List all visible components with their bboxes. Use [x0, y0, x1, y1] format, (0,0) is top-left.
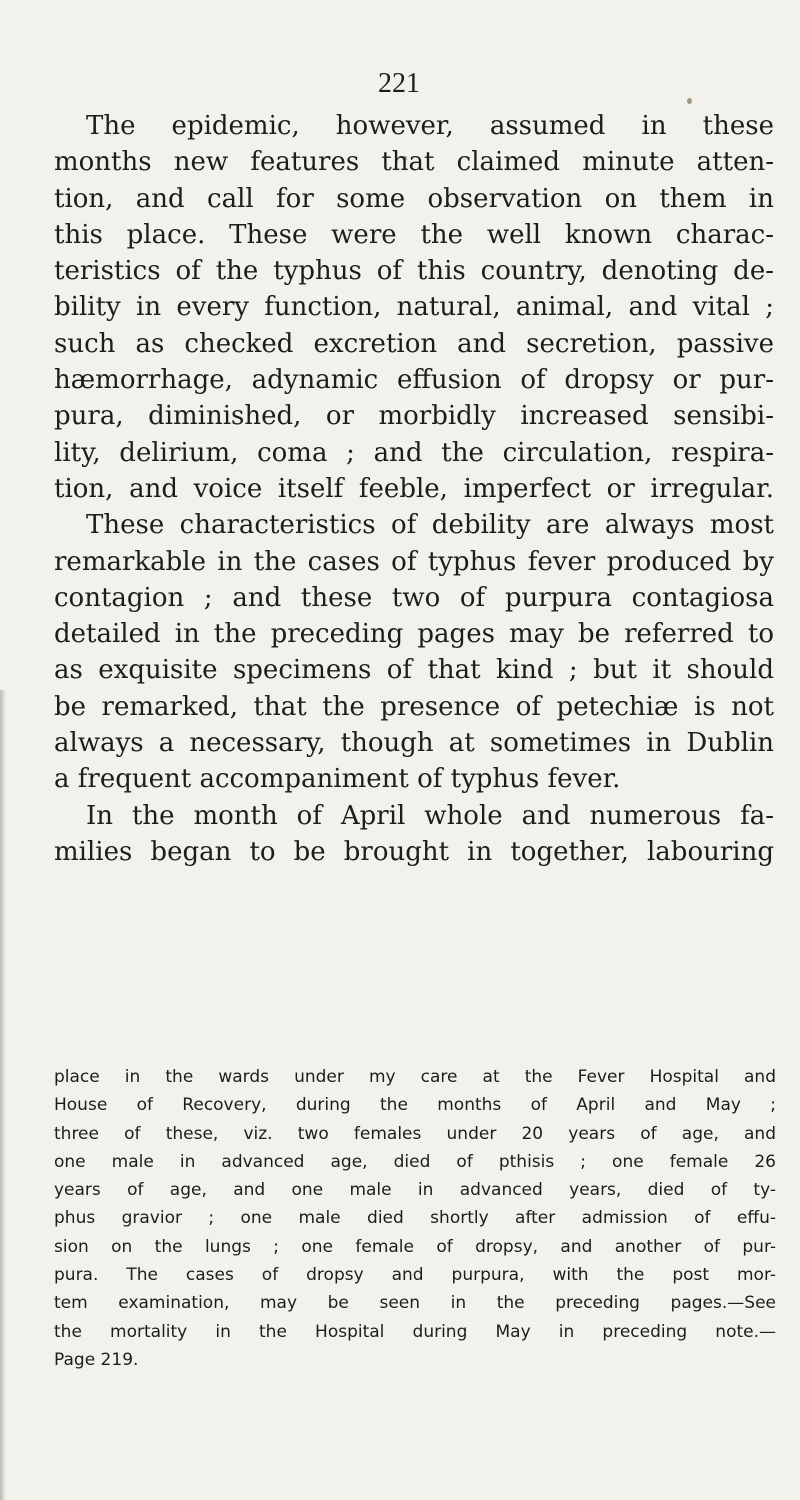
body-line: tion, and voice itself feeble, imperfect or irregular.: [54, 473, 774, 504]
footnote-line: place in the wards under my care at the Fever Hospital and: [54, 1067, 776, 1087]
footnote-line: three of these, viz. two females under 20 years of age, and: [54, 1123, 776, 1144]
body-line: months new features that claimed minute atten-: [54, 147, 774, 178]
body-line: such as checked excretion and secretion, passive: [54, 328, 774, 359]
footnote-line: one male in advanced age, died of pthisis ; one female 26: [54, 1151, 776, 1172]
body-line: pura, diminished, or morbidly increased sensibi-: [54, 401, 774, 432]
body-line: The epidemic, however, assumed in these: [86, 111, 774, 141]
body-line: be remarked, that the presence of petechiæ is not: [54, 691, 774, 722]
body-line: These characteristics of debility are always most: [86, 510, 774, 541]
body-line: detailed in the preceding pages may be referred to: [54, 619, 774, 650]
body-line: this place. These were the well known charac-: [54, 219, 774, 250]
body-line: a frequent accompaniment of typhus fever.: [54, 764, 621, 795]
body-line: teristics of the typhus of this country, denoting de-: [54, 256, 774, 287]
footnote-line: Page 219.: [54, 1349, 139, 1370]
footnote-line: phus gravior ; one male died shortly after admission of effu-: [54, 1208, 776, 1229]
paper-speck: [687, 98, 692, 104]
body-line: remarkable in the cases of typhus fever produced by: [54, 546, 774, 577]
page-edge-shadow: [0, 690, 6, 1500]
footnote-line: pura. The cases of dropsy and purpura, with the post mor-: [54, 1265, 776, 1286]
body-line: always a necessary, though at sometimes in Dublin: [54, 728, 774, 759]
footnote-line: tem examination, may be seen in the preceding pages.—See: [54, 1293, 776, 1314]
main-text: [54, 108, 774, 870]
body-line: bility in every function, natural, animal, and vital ;: [54, 292, 774, 323]
page-number: 221: [378, 68, 420, 99]
footnote: [54, 1063, 776, 1374]
body-line: as exquisite specimens of that kind ; but it should: [54, 655, 774, 686]
body-line: tion, and call for some observation on them in: [54, 183, 774, 214]
body-line: milies began to be brought in together, labouring: [54, 836, 774, 867]
footnote-line: House of Recovery, during the months of April and May ;: [54, 1095, 776, 1116]
body-line: contagion ; and these two of purpura contagiosa: [54, 582, 774, 613]
body-line: hæmorrhage, adynamic effusion of dropsy or pur-: [54, 365, 774, 396]
body-line: lity, delirium, coma ; and the circulation, respira-: [54, 437, 774, 468]
footnote-line: years of age, and one male in advanced years, died of ty-: [54, 1180, 776, 1201]
footnote-line: sion on the lungs ; one female of dropsy, and another of pur-: [54, 1236, 776, 1257]
footnote-line: the mortality in the Hospital during May in preceding note.—: [54, 1321, 776, 1342]
body-line: In the month of April whole and numerous fa-: [86, 800, 774, 831]
